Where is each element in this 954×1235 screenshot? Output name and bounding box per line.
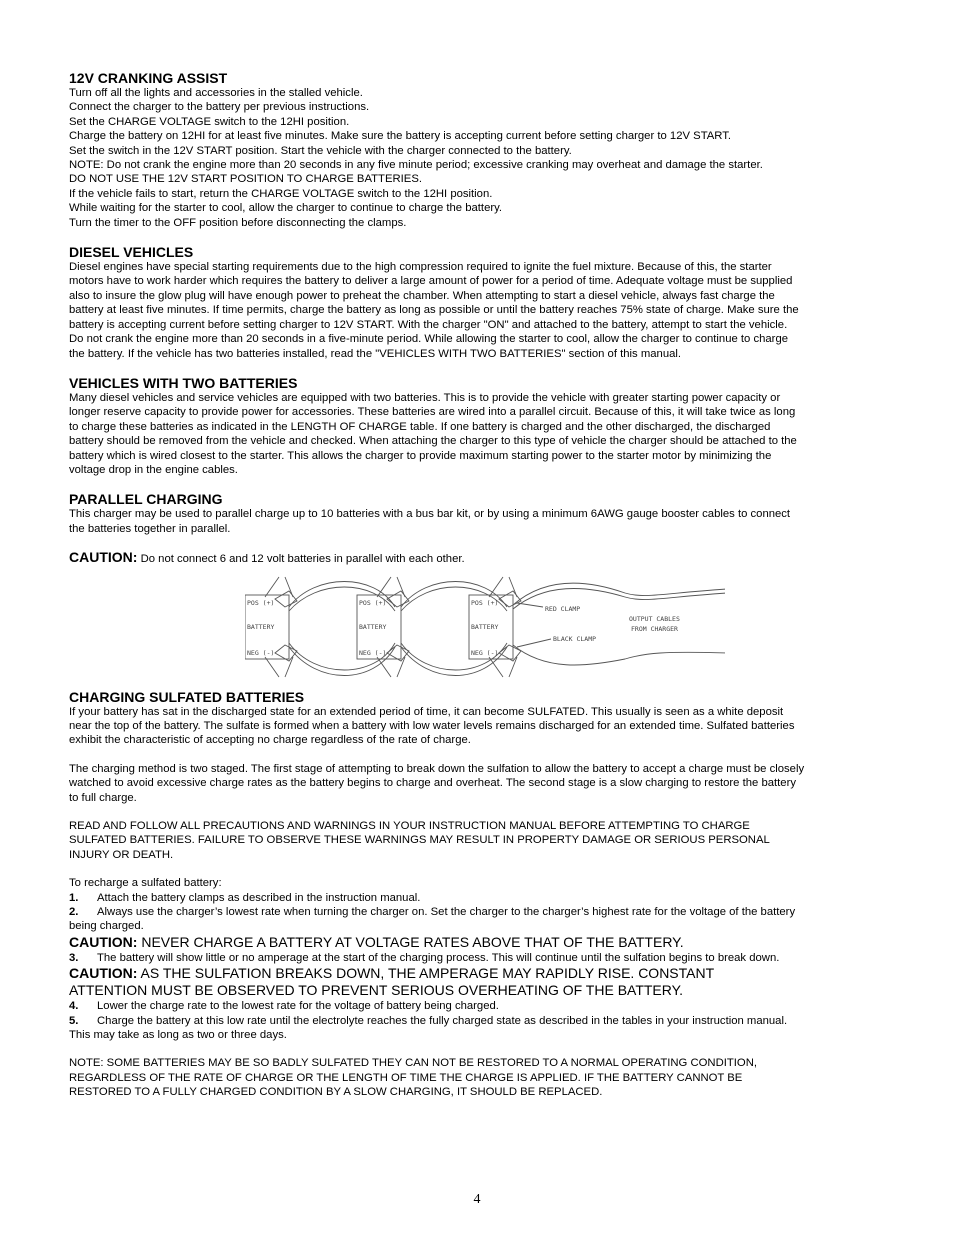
- caution-amperage-rise-continued: ATTENTION MUST BE OBSERVED TO PREVENT SERIOUS OVERHEATING OF THE BATTERY.: [69, 982, 684, 999]
- caution-parallel: [69, 550, 887, 566]
- step-number: 5.: [69, 1014, 79, 1027]
- text-line: battery at least five minutes. If time permits, charge the battery as long as possible or until the battery reaches 75% state of charge. Make sure the: [69, 304, 799, 317]
- text-line: Do not crank the engine more than 20 seconds in a five-minute period. While allowing the starter to cool, allow the charger to continue to charge: [69, 333, 789, 346]
- step-text: Charge the battery at this low rate until the electrolyte reaches the fully charged state as described in the tables in your instruction manual.: [97, 1014, 788, 1027]
- battery-3-label: BATTERY: [471, 622, 499, 631]
- heading-diesel-vehicles: DIESEL VEHICLES: [69, 244, 194, 261]
- text-line: Charge the battery on 12HI for at least five minutes. Make sure the battery is accepting current before setting charger to 12V START.: [69, 130, 732, 143]
- step-number: 1.: [69, 891, 79, 904]
- caution-label: CAUTION:: [69, 549, 138, 566]
- output-cables-label-1: OUTPUT CABLES: [629, 614, 680, 623]
- step-text: Attach the battery clamps as described in the instruction manual.: [97, 891, 421, 904]
- step-3: [69, 951, 887, 965]
- step-2: [69, 905, 887, 919]
- section-cranking-assist: [69, 70, 887, 230]
- text-line: Set the switch in the 12V START position. Start the vehicle with the charger connected to the battery.: [69, 144, 572, 157]
- text-line: longer reserve capacity to provide power for accessories. These batteries are wired into a parallel circuit. Because of this, it will take twice as long: [69, 406, 796, 419]
- battery-2-pos-label: POS (+): [359, 598, 387, 607]
- step-2-continued: being charged.: [69, 920, 144, 933]
- battery-2-label: BATTERY: [359, 622, 387, 631]
- battery-3-pos-label: POS (+): [471, 598, 499, 607]
- text-line: Connect the charger to the battery per previous instructions.: [69, 101, 370, 114]
- battery-2-neg-label: NEG (-): [359, 648, 387, 657]
- text-line: Set the CHARGE VOLTAGE switch to the 12HI position.: [69, 115, 350, 128]
- text-line: Many diesel vehicles and service vehicles are equipped with two batteries. This is to provide the vehicle with greater starting power capacity or: [69, 391, 781, 404]
- battery-3-neg-label: NEG (-): [471, 648, 499, 657]
- note-line: RESTORED TO A FULLY CHARGED CONDITION BY A SLOW CHARGING, IT SHOULD BE REPLACED.: [69, 1086, 603, 1099]
- text-line: battery which is wired closest to the starter. This allows the charger to provide maximum starting power to the starter motor by minimizing the: [69, 449, 772, 462]
- caution-text: AS THE SULFATION BREAKS DOWN, THE AMPERAGE MAY RAPIDLY RISE. CONSTANT: [137, 965, 715, 982]
- heading-sulfated-batteries: CHARGING SULFATED BATTERIES: [69, 688, 305, 705]
- page-number: 4: [473, 1192, 481, 1207]
- text-line: If the vehicle fails to start, return the CHARGE VOLTAGE switch to the 12HI position.: [69, 187, 493, 200]
- caution-label: CAUTION:: [69, 965, 138, 982]
- caution-label: CAUTION:: [69, 933, 138, 950]
- steps-intro: To recharge a sulfated battery:: [69, 877, 222, 890]
- text-line: Turn the timer to the OFF position before disconnecting the clamps.: [69, 216, 407, 229]
- battery-1-pos-label: POS (+): [247, 598, 275, 607]
- step-number: 2.: [69, 906, 79, 919]
- section-sulfated-batteries: [69, 689, 887, 1100]
- heading-cranking-assist: 12V CRANKING ASSIST: [69, 70, 228, 86]
- step-text: The battery will show little or no amperage at the start of the charging process. This will continue until the sulfation begins to break down.: [97, 951, 780, 964]
- text-line: While waiting for the starter to cool, allow the charger to continue to charge the battery.: [69, 202, 503, 215]
- output-cables-label-2: FROM CHARGER: [631, 624, 678, 633]
- text-line: watched to avoid excessive charge rates as the battery begins to charge and overheat. The second stage is a slow charging to restore the battery: [69, 777, 796, 790]
- caution-text: Do not connect 6 and 12 volt batteries in parallel with each other.: [137, 553, 465, 566]
- step-5-continued: This may take as long as two or three days.: [69, 1029, 287, 1042]
- text-line: If your battery has sat in the discharged state for an extended period of time, it can become SULFATED. This usually is seen as a white deposit: [69, 705, 784, 718]
- battery-1-label: BATTERY: [247, 622, 275, 631]
- text-line: exhibit the characteristic of accepting no charge regardless of the rate of charge.: [69, 734, 471, 747]
- text-line: Turn off all the lights and accessories in the stalled vehicle.: [69, 87, 363, 99]
- section-diesel-vehicles: [69, 244, 887, 361]
- caution-voltage-rates: [69, 934, 887, 951]
- parallel-wiring-svg: [245, 571, 725, 687]
- text-line: This charger may be used to parallel charge up to 10 batteries with a bus bar kit, or by using a minimum 6AWG gauge booster cables to connect: [69, 508, 791, 521]
- section-parallel-charging: [69, 491, 887, 566]
- step-1: [69, 891, 887, 905]
- note-line: NOTE: SOME BATTERIES MAY BE SO BADLY SULFATED THEY CAN NOT BE RESTORED TO A NORMAL OPERATING CONDITION,: [69, 1057, 757, 1070]
- manual-page: [69, 70, 887, 1100]
- text-line: NOTE: Do not crank the engine more than 20 seconds in any five minute period; excessive cranking may overheat and damage the starter.: [69, 159, 763, 172]
- heading-parallel-charging: PARALLEL CHARGING: [69, 491, 223, 508]
- text-line: battery should be removed from the vehicle and checked. When attaching the charger to this type of vehicle the charger should be attached to the: [69, 435, 797, 448]
- text-line: the batteries together in parallel.: [69, 522, 231, 535]
- warning-line: SULFATED BATTERIES. FAILURE TO OBSERVE THESE WARNINGS MAY RESULT IN PROPERTY DAMAGE OR SERIOUS PERSONAL: [69, 834, 770, 847]
- caution-text: NEVER CHARGE A BATTERY AT VOLTAGE RATES ABOVE THAT OF THE BATTERY.: [137, 933, 684, 950]
- section-two-batteries: [69, 375, 887, 477]
- text-line: battery is accepting current before setting charger to 12V START. With the charger "ON" and attached to the battery, attempt to start the vehicle.: [69, 318, 788, 331]
- note-line: REGARDLESS OF THE RATE OF CHARGE OR THE LENGTH OF TIME THE CHARGE IS APPLIED. IF THE BATTERY CANNOT BE: [69, 1071, 743, 1084]
- step-4: [69, 999, 887, 1013]
- text-line: DO NOT USE THE 12V START POSITION TO CHARGE BATTERIES.: [69, 173, 422, 186]
- text-line: voltage drop in the engine cables.: [69, 463, 238, 476]
- step-text: Always use the charger’s lowest rate when turning the charger on. Set the charger to the charger’s highest rate for the voltage of the battery: [97, 906, 796, 919]
- heading-two-batteries: VEHICLES WITH TWO BATTERIES: [69, 374, 298, 391]
- parallel-wiring-diagram: [69, 567, 887, 689]
- text-line: to full charge.: [69, 791, 137, 804]
- text-line: motors have to work harder which requires the battery to deliver a large amount of power for a period of time. Adequate voltage must be supplied: [69, 275, 793, 288]
- text-line: near the top of the battery. The sulfate is formed when a battery with low water levels remains discharged for an extended time. Sulfated batteries: [69, 719, 795, 732]
- text-line: also to insure the glow plug will have enough power to preheat the chamber. When attempting to start a diesel vehicle, always fast charge the: [69, 289, 775, 302]
- red-clamp-label: RED CLAMP: [545, 604, 581, 613]
- text-line: the battery. If the vehicle has two batteries installed, read the "VEHICLES WITH TWO BATTERIES" section of this manual.: [69, 347, 682, 360]
- warning-line: INJURY OR DEATH.: [69, 848, 174, 861]
- step-number: 4.: [69, 1000, 79, 1013]
- step-number: 3.: [69, 951, 79, 964]
- warning-line: READ AND FOLLOW ALL PRECAUTIONS AND WARNINGS IN YOUR INSTRUCTION MANUAL BEFORE ATTEMPTING TO CHARGE: [69, 820, 750, 832]
- battery-1-neg-label: NEG (-): [247, 648, 275, 657]
- text-line: Diesel engines have special starting requirements due to the high compression required to ignite the fuel mixture. Because of this, the starter: [69, 261, 772, 274]
- step-text: Lower the charge rate to the lowest rate for the voltage of battery being charged.: [97, 1000, 499, 1013]
- black-clamp-label: BLACK CLAMP: [553, 634, 597, 643]
- text-line: to charge these batteries as indicated in the LENGTH OF CHARGE table. If one battery is charged and the other discharged, the discharged: [69, 420, 771, 433]
- caution-amperage-rise: [69, 965, 887, 982]
- step-5: [69, 1014, 887, 1028]
- text-line: The charging method is two staged. The first stage of attempting to break down the sulfation to allow the battery to accept a charge must be closely: [69, 762, 805, 775]
